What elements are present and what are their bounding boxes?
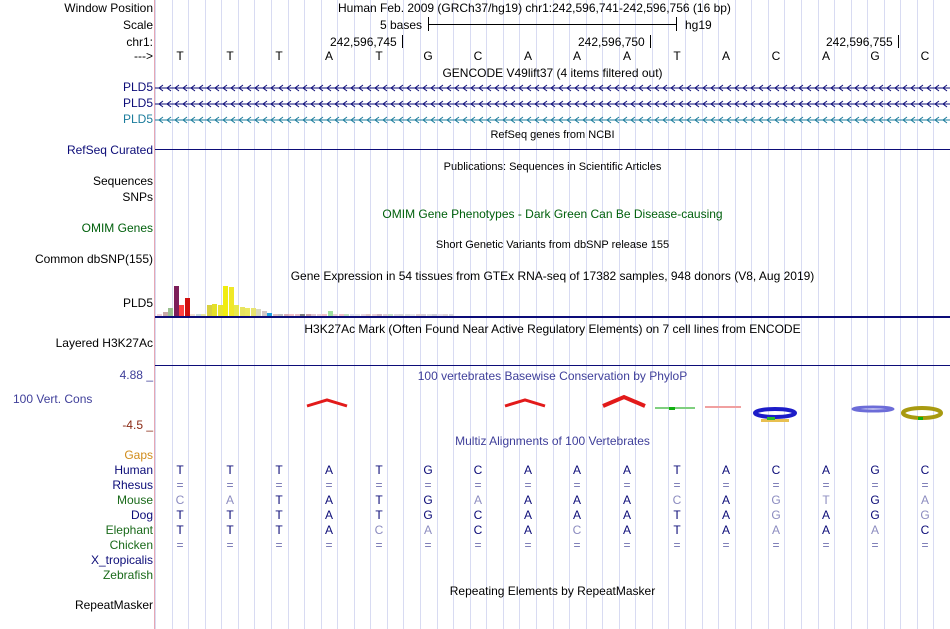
alignment-base: = bbox=[325, 538, 333, 552]
alignment-base: T bbox=[176, 508, 184, 522]
alignment-base: T bbox=[275, 463, 283, 477]
alignment-base: = bbox=[325, 478, 333, 492]
gencode-item-label[interactable]: PLD5 bbox=[122, 112, 153, 126]
base-letter: C bbox=[920, 49, 930, 63]
alignment-base: A bbox=[870, 523, 879, 537]
alignment-base: C bbox=[473, 508, 483, 522]
alignment-base: = bbox=[573, 478, 581, 492]
species-label[interactable]: Human bbox=[114, 463, 153, 477]
strand-label: ---> bbox=[134, 49, 153, 63]
gencode-item-label[interactable]: PLD5 bbox=[122, 96, 153, 110]
pubs-track-title[interactable]: Publications: Sequences in Scientific Articles bbox=[443, 161, 662, 173]
alignment-base: = bbox=[772, 478, 780, 492]
alignment-base: = bbox=[524, 478, 532, 492]
gaps-label[interactable]: Gaps bbox=[124, 448, 153, 462]
logo-g-mark bbox=[755, 409, 795, 417]
species-label[interactable]: Chicken bbox=[109, 538, 153, 552]
cons-min-label: -4.5 _ bbox=[122, 418, 153, 432]
omim-label[interactable]: OMIM Genes bbox=[81, 221, 153, 235]
alignment-base: G bbox=[771, 493, 781, 507]
gencode-item-label[interactable]: PLD5 bbox=[122, 80, 153, 94]
refseq-label[interactable]: RefSeq Curated bbox=[66, 143, 153, 157]
base-letter: G bbox=[870, 49, 880, 63]
alignment-base: T bbox=[822, 493, 830, 507]
alignment-base: T bbox=[226, 523, 234, 537]
cons-max-label: 4.88 _ bbox=[119, 368, 153, 382]
alignment-base: T bbox=[673, 463, 681, 477]
alignment-base: = bbox=[226, 538, 234, 552]
alignment-base: A bbox=[523, 493, 532, 507]
refseq-gene-line[interactable] bbox=[155, 149, 950, 150]
alignment-base: A bbox=[324, 463, 333, 477]
scale-bar-end bbox=[676, 17, 677, 31]
logo-c-mark bbox=[903, 408, 941, 418]
alignment-base: C bbox=[672, 493, 682, 507]
alignment-base: = bbox=[474, 478, 482, 492]
alignment-base: A bbox=[324, 493, 333, 507]
alignment-base: A bbox=[572, 508, 581, 522]
alignment-base: A bbox=[572, 493, 581, 507]
gtex-bar[interactable] bbox=[168, 308, 173, 316]
repeat-label[interactable]: RepeatMasker bbox=[74, 598, 153, 612]
multiz-track-title[interactable]: Multiz Alignments of 100 Vertebrates bbox=[455, 434, 650, 448]
alignment-base: = bbox=[722, 478, 730, 492]
alignment-base: A bbox=[523, 523, 532, 537]
phylop-track-title[interactable]: 100 vertebrates Basewise Conservation by PhyloP bbox=[417, 369, 688, 383]
scale-text: 5 bases bbox=[380, 18, 423, 32]
alignment-base: = bbox=[573, 538, 581, 552]
alignment-base: A bbox=[920, 493, 929, 507]
base-letter: A bbox=[572, 49, 581, 63]
alignment-base: A bbox=[622, 508, 631, 522]
alignment-base: A bbox=[572, 463, 581, 477]
dbsnp-track-title[interactable]: Short Genetic Variants from dbSNP release 155 bbox=[435, 239, 670, 251]
gtex-bar[interactable] bbox=[256, 309, 261, 316]
h3k27-track-title[interactable]: H3K27Ac Mark (Often Found Near Active Regulatory Elements) on 7 cell lines from ENCODE bbox=[304, 322, 801, 336]
alignment-base: A bbox=[721, 508, 730, 522]
alignment-base: C bbox=[771, 463, 781, 477]
alignment-base: = bbox=[176, 478, 184, 492]
base-letter: A bbox=[324, 49, 333, 63]
alignment-base: T bbox=[673, 523, 681, 537]
coord-tick-label: 242,596,745 bbox=[330, 35, 397, 49]
gtex-bar[interactable] bbox=[212, 304, 217, 316]
alignment-base: T bbox=[176, 523, 184, 537]
alignment-base: T bbox=[226, 463, 234, 477]
alignment-base: = bbox=[375, 538, 383, 552]
alignment-base: = bbox=[524, 538, 532, 552]
logo-small-mark bbox=[669, 407, 675, 410]
alignment-base: G bbox=[771, 508, 781, 522]
alignment-base: C bbox=[572, 523, 582, 537]
scale-label: Scale bbox=[122, 18, 153, 32]
logo-small-mark bbox=[767, 417, 775, 420]
base-letter: A bbox=[821, 49, 830, 63]
base-letter: T bbox=[375, 49, 383, 63]
alignment-base: T bbox=[176, 463, 184, 477]
species-label[interactable]: Zebrafish bbox=[102, 568, 153, 582]
window-position-label: Window Position bbox=[64, 1, 153, 15]
alignment-base: T bbox=[275, 508, 283, 522]
alignment-base: = bbox=[722, 538, 730, 552]
gtex-bar[interactable] bbox=[245, 308, 250, 316]
coord-tick bbox=[898, 35, 899, 48]
alignment-base: A bbox=[771, 523, 780, 537]
alignment-base: T bbox=[275, 523, 283, 537]
alignment-base: = bbox=[474, 538, 482, 552]
alignment-base: = bbox=[921, 478, 929, 492]
gtex-gene-line[interactable] bbox=[155, 316, 950, 318]
base-letter: G bbox=[423, 49, 433, 63]
alignment-base: A bbox=[821, 508, 830, 522]
coord-tick-label: 242,596,755 bbox=[826, 35, 893, 49]
alignment-base: C bbox=[175, 493, 185, 507]
alignment-base: A bbox=[721, 493, 730, 507]
phylop-logo bbox=[155, 395, 950, 427]
gtex-bar[interactable] bbox=[179, 305, 184, 316]
species-label[interactable]: Dog bbox=[130, 508, 153, 522]
base-letter: C bbox=[473, 49, 483, 63]
coord-tick bbox=[650, 35, 651, 48]
alignment-base: = bbox=[375, 478, 383, 492]
alignment-base: = bbox=[673, 538, 681, 552]
alignment-base: = bbox=[275, 478, 283, 492]
scale-bar bbox=[428, 24, 676, 25]
base-letter: T bbox=[176, 49, 184, 63]
alignment-base: G bbox=[423, 493, 433, 507]
alignment-base: = bbox=[871, 478, 879, 492]
alignment-base: = bbox=[424, 478, 432, 492]
logo-a-mark bbox=[307, 400, 347, 406]
alignment-base: = bbox=[822, 478, 830, 492]
base-letter: A bbox=[721, 49, 730, 63]
pubs-snps-label[interactable]: SNPs bbox=[122, 190, 153, 204]
alignment-base: = bbox=[921, 538, 929, 552]
gencode-gene-lines[interactable] bbox=[155, 82, 950, 126]
alignment-base: = bbox=[772, 538, 780, 552]
species-label[interactable]: Mouse bbox=[116, 493, 153, 507]
alignment-base: A bbox=[523, 508, 532, 522]
gtex-bar[interactable] bbox=[234, 305, 239, 316]
scale-db: hg19 bbox=[685, 18, 712, 32]
alignment-base: = bbox=[623, 538, 631, 552]
alignment-base: T bbox=[375, 463, 383, 477]
logo-small-mark bbox=[918, 417, 923, 420]
alignment-base: A bbox=[622, 523, 631, 537]
logo-a-mark bbox=[505, 400, 545, 406]
alignment-base: = bbox=[226, 478, 234, 492]
gtex-track-title[interactable]: Gene Expression in 54 tissues from GTEx RNA-seq of 17382 samples, 948 donors (V8, Aug 2019) bbox=[290, 269, 815, 283]
base-letter: T bbox=[226, 49, 234, 63]
alignment-base: G bbox=[870, 508, 880, 522]
coord-tick bbox=[402, 35, 403, 48]
alignment-base: = bbox=[822, 538, 830, 552]
base-letter: T bbox=[275, 49, 283, 63]
logo-g-mark bbox=[853, 407, 893, 411]
repeat-track-title[interactable]: Repeating Elements by RepeatMasker bbox=[449, 584, 656, 598]
refseq-track-title[interactable]: RefSeq genes from NCBI bbox=[490, 129, 615, 141]
coord-tick-label: 242,596,750 bbox=[578, 35, 645, 49]
cons-label[interactable]: 100 Vert. Cons bbox=[13, 392, 93, 406]
h3k27-baseline bbox=[155, 365, 950, 366]
alignment-base: A bbox=[423, 523, 432, 537]
alignment-base: T bbox=[375, 493, 383, 507]
alignment-base: A bbox=[324, 508, 333, 522]
species-label[interactable]: Rhesus bbox=[112, 478, 153, 492]
chrom-label: chr1: bbox=[126, 35, 153, 49]
alignment-base: T bbox=[226, 508, 234, 522]
alignment-base: G bbox=[920, 508, 930, 522]
alignment-base: A bbox=[473, 493, 482, 507]
alignment-base: A bbox=[622, 493, 631, 507]
alignment-base: A bbox=[721, 463, 730, 477]
pubs-sequences-label[interactable]: Sequences bbox=[92, 174, 153, 188]
logo-small-mark bbox=[705, 406, 741, 408]
alignment-base: = bbox=[623, 478, 631, 492]
alignment-base: C bbox=[374, 523, 384, 537]
dbsnp-label[interactable]: Common dbSNP(155) bbox=[34, 252, 153, 266]
alignment-base: A bbox=[622, 463, 631, 477]
alignment-base: = bbox=[176, 538, 184, 552]
alignment-base: A bbox=[523, 463, 532, 477]
alignment-base: C bbox=[473, 463, 483, 477]
h3k27-label[interactable]: Layered H3K27Ac bbox=[55, 336, 153, 350]
alignment-base: = bbox=[424, 538, 432, 552]
alignment-base: A bbox=[821, 463, 830, 477]
alignment-base: G bbox=[423, 508, 433, 522]
species-label[interactable]: X_tropicalis bbox=[90, 553, 153, 567]
species-label[interactable]: Elephant bbox=[105, 523, 153, 537]
alignment-base: T bbox=[673, 508, 681, 522]
alignment-base: C bbox=[920, 523, 930, 537]
base-letter: A bbox=[523, 49, 532, 63]
alignment-base: G bbox=[870, 493, 880, 507]
alignment-base: G bbox=[423, 463, 433, 477]
base-letter: T bbox=[673, 49, 681, 63]
gtex-bar[interactable] bbox=[223, 286, 228, 316]
alignment-base: C bbox=[920, 463, 930, 477]
alignment-base: T bbox=[275, 493, 283, 507]
gencode-track-title[interactable]: GENCODE V49lift37 (4 items filtered out) bbox=[442, 66, 663, 80]
base-letter: C bbox=[771, 49, 781, 63]
alignment-base: A bbox=[324, 523, 333, 537]
alignment-base: T bbox=[375, 508, 383, 522]
alignment-base: A bbox=[721, 523, 730, 537]
alignment-base: C bbox=[473, 523, 483, 537]
alignment-base: = bbox=[673, 478, 681, 492]
alignment-base: A bbox=[225, 493, 234, 507]
window-position-value: Human Feb. 2009 (GRCh37/hg19) chr1:242,596,741-242,596,756 (16 bp) bbox=[338, 1, 731, 15]
logo-a-mark bbox=[603, 397, 645, 406]
alignment-base: G bbox=[870, 463, 880, 477]
base-letter: A bbox=[622, 49, 631, 63]
alignment-base: = bbox=[275, 538, 283, 552]
gtex-label[interactable]: PLD5 bbox=[122, 296, 153, 310]
alignment-base: = bbox=[871, 538, 879, 552]
alignment-base: A bbox=[821, 523, 830, 537]
omim-track-title[interactable]: OMIM Gene Phenotypes - Dark Green Can Be Disease-causing bbox=[382, 207, 723, 221]
